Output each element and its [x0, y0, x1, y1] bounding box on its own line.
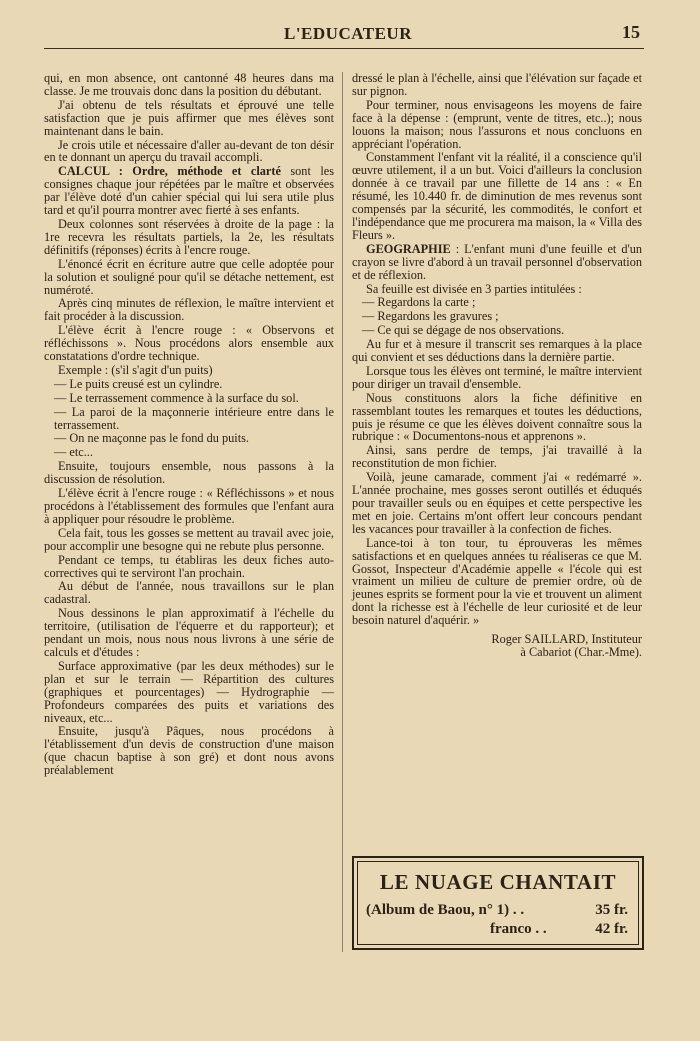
paragraph — [44, 554, 334, 580]
paragraph-text: Pendant ce temps, tu établiras les deux fiches auto-correctives qui te serviront l'an prochain. — [44, 552, 334, 580]
advertisement-franco-label: franco . . — [490, 921, 547, 937]
paragraph — [352, 243, 642, 282]
list-item — [352, 324, 642, 337]
paragraph-text: Au début de l'année, nous travaillons sur le plan cadastral. — [44, 579, 334, 607]
paragraph-text: L'énoncé écrit en écriture autre que celle adoptée pour la solution et souligné pour qu'il se détache nettement, est numéroté. — [44, 256, 334, 297]
paragraph-text: Nous dessinons le plan approximatif à l'échelle du territoire, (utilisation de l'équerre et du rapporteur); et pendant un mois, nous nous nous livrons à une série de calculs et d'études : — [44, 606, 334, 659]
paragraph — [44, 165, 334, 217]
paragraph — [44, 660, 334, 725]
paragraph — [44, 324, 334, 363]
paragraph-text: Deux colonnes sont réservées à droite de la page : la 1re recevra les résultats partiels, la 2e, les résultats définitifs (réponses) écrits à l'encre rouge. — [44, 216, 334, 257]
list-item — [352, 296, 642, 309]
paragraph-text: J'ai obtenu de tels résultats et éprouvé une telle satisfaction que je puis affirmer que mes élèves sont maintenant dans le bain. — [44, 97, 334, 138]
paragraph — [44, 364, 334, 377]
paragraph-text: Lorsque tous les élèves ont terminé, le maître intervient pour diriger un travail d'ensemble. — [352, 363, 642, 391]
paragraph — [352, 283, 642, 296]
paragraph — [44, 460, 334, 486]
list-item — [44, 446, 334, 459]
paragraph-text: Cela fait, tous les gosses se mettent au travail avec joie, pour accomplir une besogne qui ne rebute plus personne. — [44, 525, 334, 553]
right-column-paragraphs — [352, 72, 642, 627]
paragraph-text: Constamment l'enfant vit la réalité, il a conscience qu'il œuvre utilement, il a un but. Voici d'ailleurs la conclusion donnée à ce travail par une fillette de 14 ans : « En résumé, les 10.440 fr. de diminution de mes revenus sont compensés par la sécurité, les commodités, le confort et l'indépendance que me procurera ma maison, la « Villa des Fleurs ». — [352, 150, 642, 242]
list-item — [44, 406, 334, 432]
paragraph-text: — On ne maçonne pas le fond du puits. — [54, 431, 250, 446]
paragraph-text: L'élève écrit à l'encre rouge : « Observons et réfléchissons ». Nous procédons alors ensemble aux constatations d'ordre technique. — [44, 323, 334, 364]
list-item — [352, 310, 642, 323]
paragraph — [352, 99, 642, 151]
paragraph — [352, 72, 642, 98]
paragraph-text: — Le terrassement commence à la surface du sol. — [54, 390, 299, 405]
paragraph-text: Nous constituons alors la fiche définitive en rassemblant toutes les remarques et toutes les déductions, puis je résume ce que les élèves doivent connaître sous la rubrique : « Documentons-nous et apprenons ». — [352, 390, 642, 444]
paragraph-text: — Ce qui se dégage de nos observations. — [362, 323, 565, 338]
advertisement-franco-price: 42 fr. — [595, 921, 628, 937]
page-number: 15 — [622, 22, 640, 42]
paragraph-text: dressé le plan à l'échelle, ainsi que l'élévation sur façade et sur pignon. — [352, 71, 642, 98]
paragraph — [352, 151, 642, 241]
paragraph — [352, 537, 642, 627]
paragraph — [44, 99, 334, 138]
paragraph-text: Lance-toi à ton tour, tu éprouveras les mêmes satisfactions et en quelques années tu réaliseras ce que M. Gossot, Inspecteur d'Académie appelle « l'école qui est vraiment un milieu de culture de premier ordre, où de jeunes esprits se forment pour la vie et trouvent un aliment dont la richesse est à l'échelle de leur curiosité et de leur besoin naturel d'aquérir. » — [352, 535, 642, 628]
paragraph-text: — La paroi de la maçonnerie intérieure entre dans le terrassement. — [54, 404, 334, 432]
right-column — [352, 72, 642, 659]
list-item — [44, 432, 334, 445]
column-divider — [342, 72, 343, 952]
journal-title: L'EDUCATEUR — [284, 24, 412, 43]
paragraph — [44, 607, 334, 659]
paragraph-text: Exemple : (s'il s'agit d'un puits) — [58, 362, 213, 377]
paragraph-text: — Regardons la carte ; — [362, 295, 476, 310]
paragraph — [352, 365, 642, 391]
paragraph-text: Après cinq minutes de réflexion, le maître intervient et fait procéder à la discussion. — [44, 296, 334, 324]
section-heading: GEOGRAPHIE — [366, 241, 451, 256]
paragraph-text: — Regardons les gravures ; — [362, 309, 499, 324]
advertisement-album-label: (Album de Baou, n° 1) . . — [366, 902, 525, 918]
paragraph-text: Ensuite, toujours ensemble, nous passons à la discussion de résolution. — [44, 459, 334, 487]
advertisement-album-price: 35 fr. — [595, 902, 628, 918]
paragraph — [44, 258, 334, 297]
page-header — [44, 22, 644, 49]
paragraph-text: qui, en mon absence, ont cantonné 48 heures dans ma classe. Je me trouvais donc dans la position du débutant. — [44, 71, 334, 98]
paragraph-text: Surface approximative (par les deux méthodes) sur le plan et sur le terrain — Répartition des cultures (graphiques et pourcentages) — Hydrographie — Profondeurs comparées des puits et variations des niveaux, etc... — [44, 658, 334, 725]
paragraph — [352, 471, 642, 536]
paragraph-text: Pour terminer, nous envisageons les moyens de faire face à la dépense : (emprunt, vente de titres, etc..); nous louons la maison; nous l'assurons et nous concluons en appréciant l'opération. — [352, 97, 642, 151]
paragraph — [44, 72, 334, 98]
paragraph-text: Sa feuille est divisée en 3 parties intitulées : — [366, 281, 582, 296]
advertisement-box — [352, 856, 644, 950]
advertisement-title: LE NUAGE CHANTAIT — [379, 870, 617, 894]
paragraph — [352, 392, 642, 444]
paragraph — [44, 580, 334, 606]
paragraph-text: — Le puits creusé est un cylindre. — [54, 376, 223, 391]
left-column — [44, 72, 334, 778]
paragraph — [352, 338, 642, 364]
list-item — [44, 378, 334, 391]
paragraph — [352, 444, 642, 470]
paragraph — [44, 297, 334, 323]
paragraph — [44, 139, 334, 165]
paragraph — [44, 218, 334, 257]
signature-name: Roger SAILLARD, Instituteur — [491, 632, 642, 647]
paragraph-text: Je crois utile et nécessaire d'aller au-devant de ton désir en te donnant un aperçu du travail accompli. — [44, 137, 334, 165]
paragraph-text: Au fur et à mesure il transcrit ses remarques à la place qui convient et ses déductions dans la dernière partie. — [352, 337, 642, 365]
paragraph-text: — etc... — [54, 445, 93, 460]
signature — [352, 633, 642, 659]
paragraph — [44, 725, 334, 777]
signature-place: à Cabariot (Char.-Mme). — [520, 645, 642, 660]
section-heading: CALCUL : Ordre, méthode et clarté — [58, 164, 281, 179]
paragraph-text: : L'enfant muni d'une feuille et d'un crayon se livre d'abord à un travail personnel d'observation et de réflexion. — [352, 241, 642, 282]
paragraph-text: Ainsi, sans perdre de temps, j'ai travaillé à la reconstitution de mon fichier. — [352, 443, 642, 471]
list-item — [44, 392, 334, 405]
paragraph — [44, 527, 334, 553]
paragraph-text: L'élève écrit à l'encre rouge : « Réfléchissons » et nous procédons à l'établissement des formules que l'enfant aura à appliquer pour résoudre le problème. — [44, 486, 334, 526]
paragraph — [44, 487, 334, 526]
paragraph-text: Ensuite, jusqu'à Pâques, nous procédons à l'établissement d'un devis de construction d'une maison (que chacun baptise à son gré) et dont nous avons préalablement — [44, 724, 334, 778]
paragraph-text: Voilà, jeune camarade, comment j'ai « redémarré ». L'année prochaine, mes gosses seront outillés et éduqués pour travailler seuls ou en équipes et cette perspective les met en joie. Certains m'ont offert leur concours pendant les vacances pour travailler à la confection de fiches. — [352, 470, 642, 536]
paragraph-text: sont les consignes chaque jour répétées par le maître et observées par l'élève doté d'un cahier spécial qui lui sera utile plus tard et qu'il pourra montrer avec fierté à ses enfants. — [44, 164, 334, 218]
